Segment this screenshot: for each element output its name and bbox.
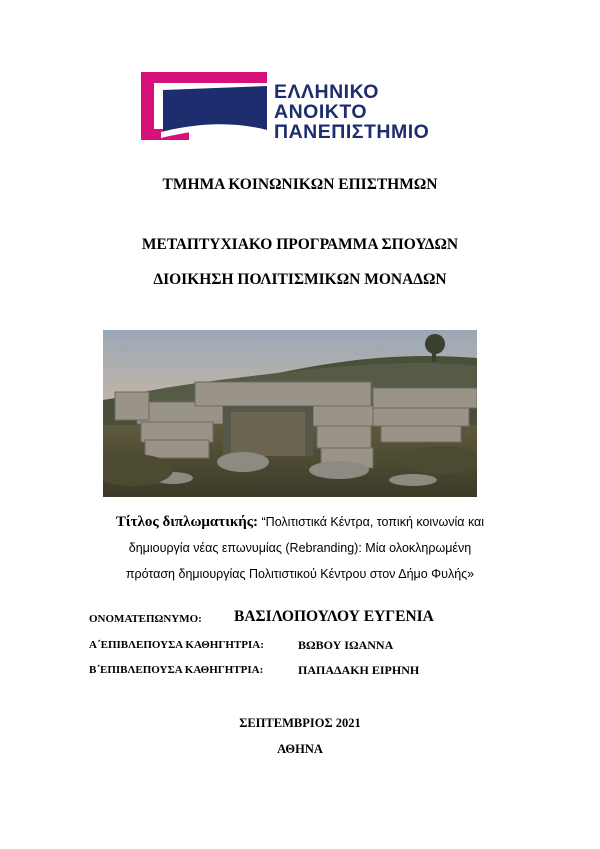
supervisor-a-name: ΒΩΒΟΥ ΙΩΑΝΝΑ [298, 638, 394, 652]
program-heading-line-1: ΜΕΤΑΠΤΥΧΙΑΚΟ ΠΡΟΓΡΑΜΜΑ ΣΠΟΥΔΩΝ [141, 236, 459, 253]
thesis-title-part-2: δημιουργία νέας επωνυμίας (Rebranding): Μία ολοκληρωμένη [128, 541, 472, 555]
thesis-title-part-1: “Πολιτιστικά Κέντρα, τοπική κοινωνία και [258, 515, 485, 529]
submission-date: ΣΕΠΤΕΜΒΡΙΟΣ 2021 [239, 716, 361, 730]
logo-line-1: ΕΛΛΗΝΙΚΟ [274, 81, 379, 103]
department-heading: ΤΜΗΜΑ ΚΟΙΝΩΝΙΚΩΝ ΕΠΙΣΤΗΜΩΝ [162, 176, 438, 193]
thesis-title-part-3: πρόταση δημιουργίας Πολιτιστικού Κέντρου στον Δήμο Φυλής» [125, 567, 475, 581]
author-label: ΟΝΟΜΑΤΕΠΩΝΥΜΟ: [89, 613, 202, 625]
logo-line-2: ΑΝΟΙΚΤΟ [274, 101, 368, 123]
thesis-title-block [80, 509, 520, 587]
supervisor-b-label: Β΄ΕΠΙΒΛΕΠΟΥΣΑ ΚΑΘΗΓΗΤΡΙΑ: [89, 664, 264, 676]
city: ΑΘΗΝΑ [277, 742, 323, 756]
logo-wordmark [274, 82, 429, 142]
author-name: ΒΑΣΙΛΟΠΟΥΛΟΥ ΕΥΓΕΝΙΑ [234, 608, 434, 625]
program-heading-line-2: ΔΙΟΙΚΗΣΗ ΠΟΛΙΤΙΣΜΙΚΩΝ ΜΟΝΑΔΩΝ [153, 271, 447, 288]
supervisor-b-name: ΠΑΠΑΔΑΚΗ ΕΙΡΗΝΗ [298, 663, 420, 677]
supervisor-a-label: Α΄ΕΠΙΒΛΕΠΟΥΣΑ ΚΑΘΗΓΗΤΡΙΑ: [89, 639, 264, 651]
ancient-ruins-photo [103, 330, 477, 497]
thesis-title-label: Τίτλος διπλωματικής: [115, 514, 259, 530]
logo-line-3: ΠΑΝΕΠΙΣΤΗΜΙΟ [274, 121, 430, 143]
